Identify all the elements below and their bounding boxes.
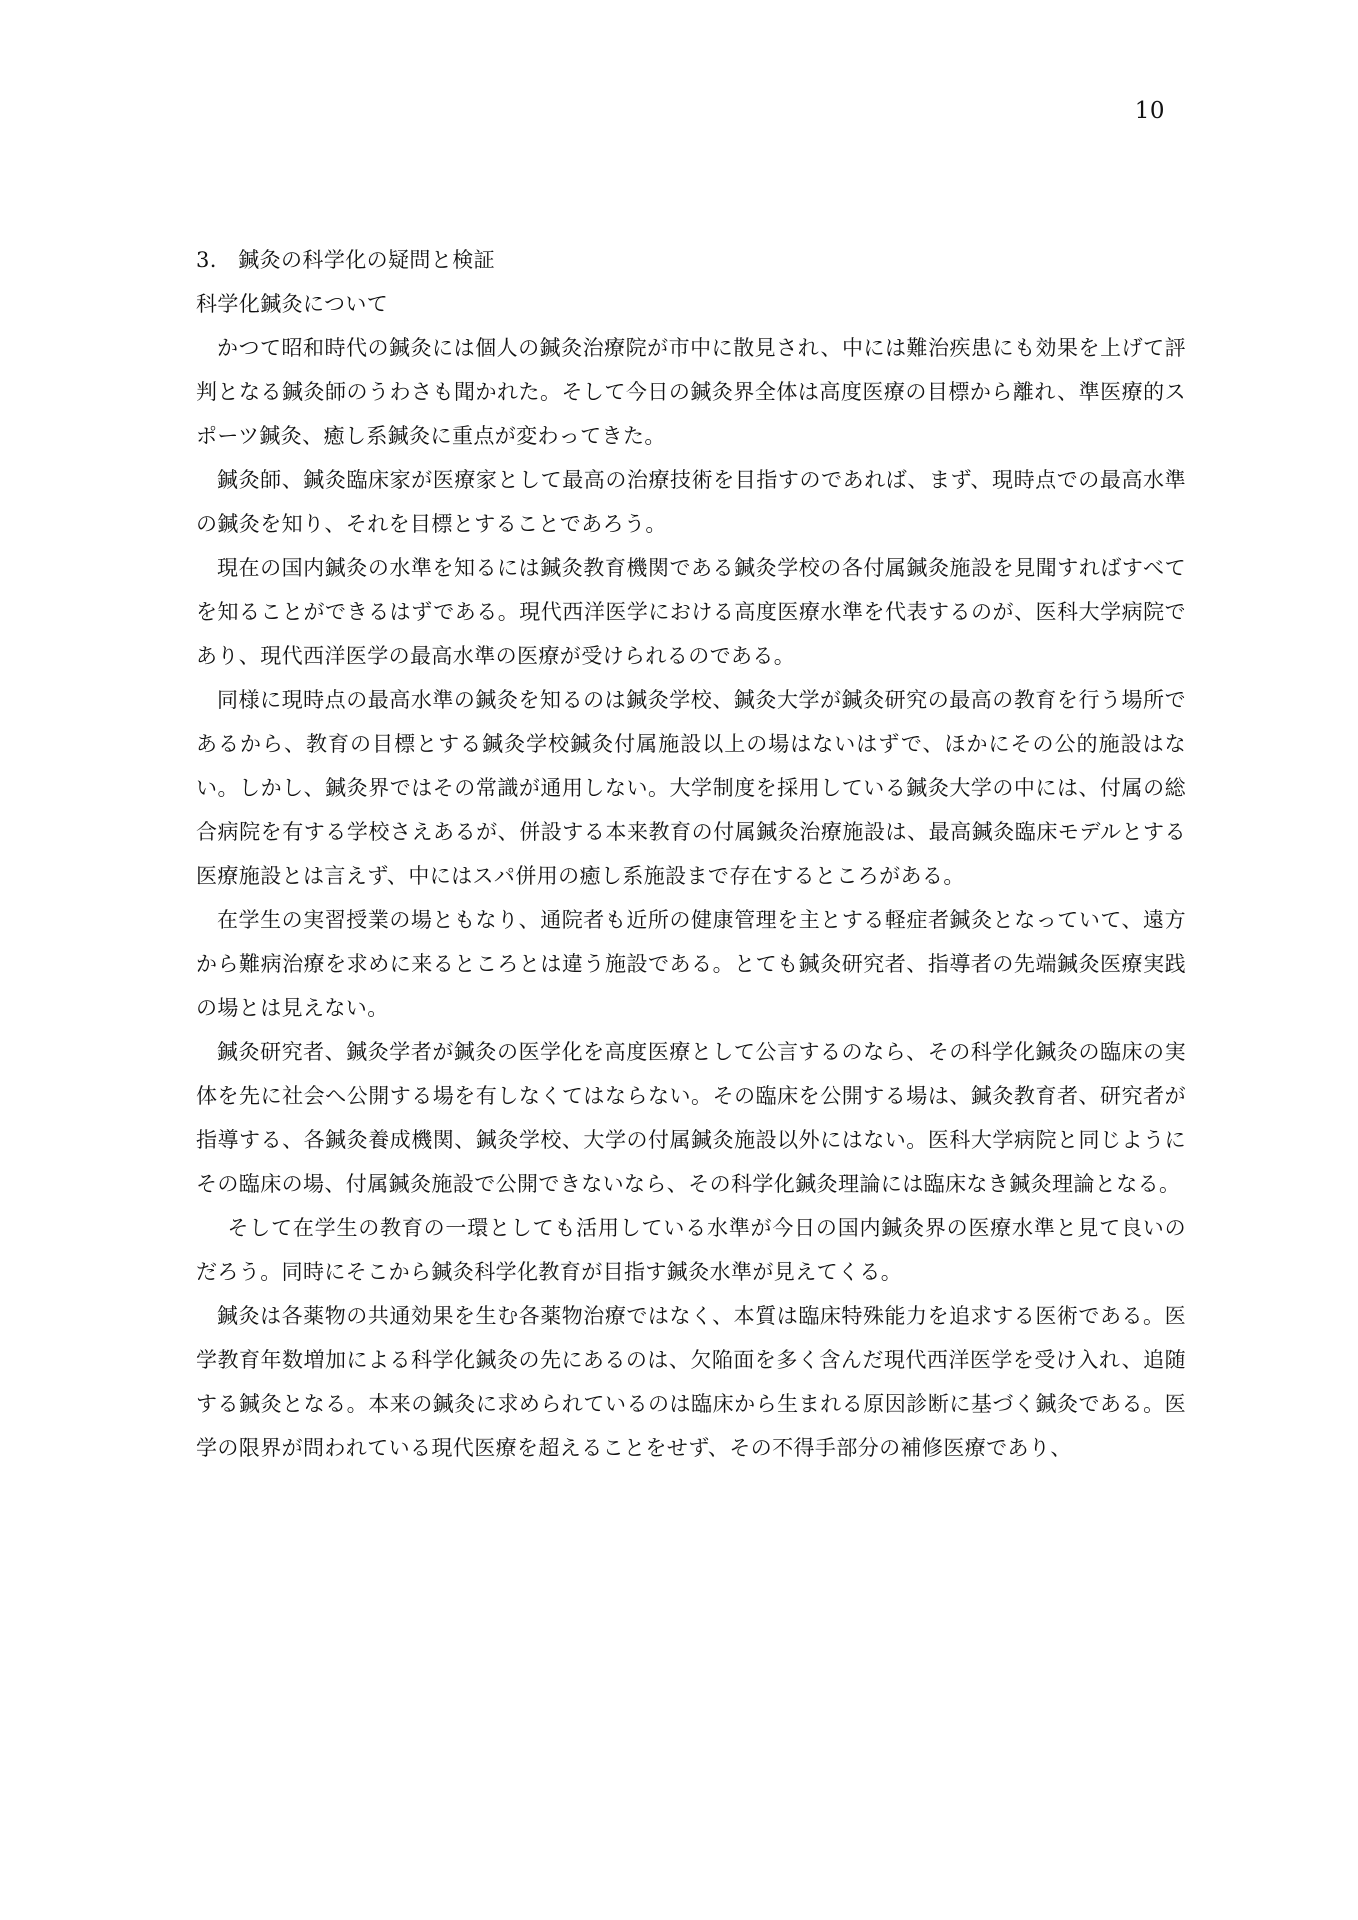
paragraph: 現在の国内鍼灸の水準を知るには鍼灸教育機関である鍼灸学校の各付属鍼灸施設を見聞すればすべてを知ることができるはずである。現代西洋医学における高度医療水準を代表するのが、医科大学病院であり、現代西洋医学の最高水準の医療が受けられるのである。 (196, 556, 1186, 668)
page-number: 10 (1134, 98, 1165, 124)
section-heading: 3. 鍼灸の科学化の疑問と検証 (196, 248, 496, 272)
section-subheading: 科学化鍼灸について (196, 292, 389, 316)
paragraph: 鍼灸師、鍼灸臨床家が医療家として最高の治療技術を目指すのであれば、まず、現時点での最高水準の鍼灸を知り、それを目標とすることであろう。 (196, 468, 1186, 536)
paragraph: 鍼灸は各薬物の共通効果を生む各薬物治療ではなく、本質は臨床特殊能力を追求する医術である。医学教育年数増加による科学化鍼灸の先にあるのは、欠陥面を多く含んだ現代西洋医学を受け入れ、追随する鍼灸となる。本来の鍼灸に求められているのは臨床から生まれる原因診断に基づく鍼灸である。医学の限界が問われている現代医療を超えることをせず、その不得手部分の補修医療であり、 (196, 1304, 1186, 1460)
paragraph: そして在学生の教育の一環としても活用している水準が今日の国内鍼灸界の医療水準と見て良いのだろう。同時にそこから鍼灸科学化教育が目指す鍼灸水準が見えてくる。 (196, 1216, 1186, 1284)
paragraph: 在学生の実習授業の場ともなり、通院者も近所の健康管理を主とする軽症者鍼灸となっていて、遠方から難病治療を求めに来るところとは違う施設である。とても鍼灸研究者、指導者の先端鍼灸医療実践の場とは見えない。 (196, 908, 1186, 1020)
section-content (196, 238, 1186, 1470)
body-text (196, 326, 1186, 1470)
paragraph: 鍼灸研究者、鍼灸学者が鍼灸の医学化を高度医療として公言するのなら、その科学化鍼灸の臨床の実体を先に社会へ公開する場を有しなくてはならない。その臨床を公開する場は、鍼灸教育者、研究者が指導する、各鍼灸養成機関、鍼灸学校、大学の付属鍼灸施設以外にはない。医科大学病院と同じようにその臨床の場、付属鍼灸施設で公開できないなら、その科学化鍼灸理論には臨床なき鍼灸理論となる。 (196, 1040, 1186, 1196)
paragraph: かつて昭和時代の鍼灸には個人の鍼灸治療院が市中に散見され、中には難治疾患にも効果を上げて評判となる鍼灸師のうわさも聞かれた。そして今日の鍼灸界全体は高度医療の目標から離れ、準医療的スポーツ鍼灸、癒し系鍼灸に重点が変わってきた。 (196, 336, 1186, 448)
paragraph: 同様に現時点の最高水準の鍼灸を知るのは鍼灸学校、鍼灸大学が鍼灸研究の最高の教育を行う場所であるから、教育の目標とする鍼灸学校鍼灸付属施設以上の場はないはずで、ほかにその公的施設はない。しかし、鍼灸界ではその常識が通用しない。大学制度を採用している鍼灸大学の中には、付属の総合病院を有する学校さえあるが、併設する本来教育の付属鍼灸治療施設は、最高鍼灸臨床モデルとする医療施設とは言えず、中にはスパ併用の癒し系施設まで存在するところがある。 (196, 688, 1186, 888)
